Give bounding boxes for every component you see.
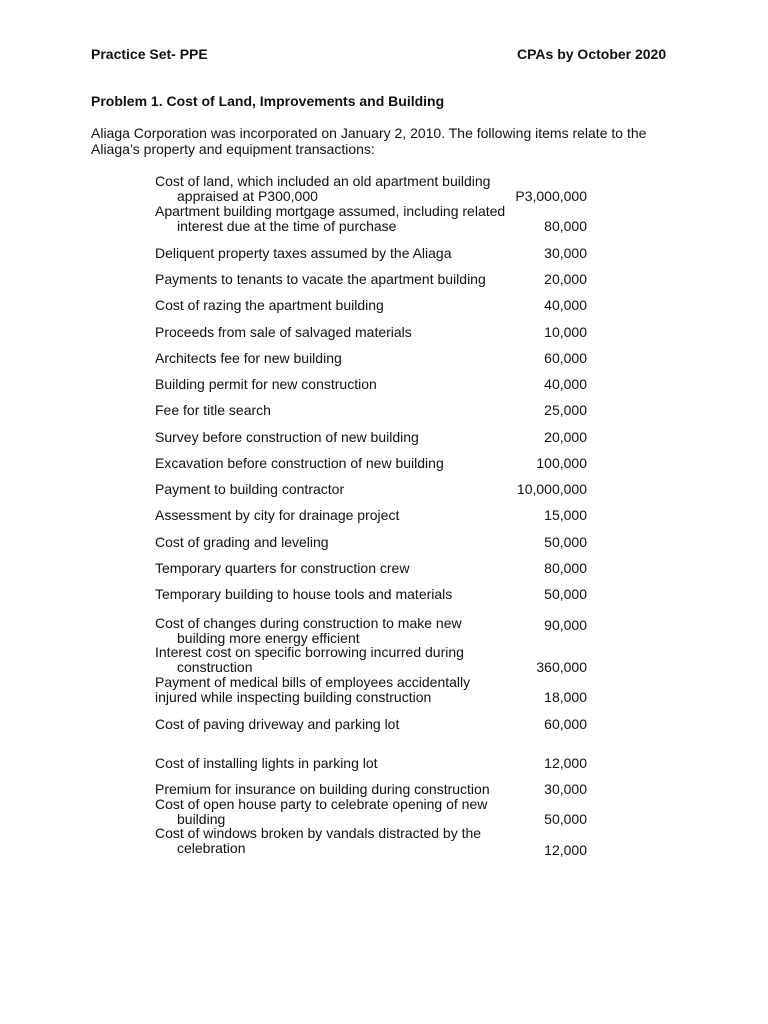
cost-item-amount: 20,000 — [544, 429, 587, 445]
cost-item-amount: 15,000 — [544, 507, 587, 523]
cost-item-amount: 100,000 — [536, 455, 587, 471]
description-line: Cost of open house party to celebrate opening of new — [155, 796, 488, 812]
description-line: Cost of windows broken by vandals distracted by the — [155, 825, 482, 841]
cost-item-description — [155, 351, 505, 366]
description-line: Excavation before construction of new building — [155, 455, 444, 471]
description-line: Premium for insurance on building during construction — [155, 781, 490, 797]
cost-item-amount: 40,000 — [544, 297, 587, 313]
practice-set-title: Practice Set- PPE — [91, 46, 208, 62]
description-line: building — [177, 811, 226, 827]
description-line: Cost of land, which included an old apartment building — [155, 173, 491, 189]
cost-item-amount: 30,000 — [544, 781, 587, 797]
cost-item-description — [155, 456, 505, 471]
cost-item-amount: 50,000 — [544, 534, 587, 550]
description-line: Apartment building mortgage assumed, including related — [155, 203, 506, 219]
cost-item-description — [155, 403, 505, 418]
cost-item-description — [155, 535, 505, 550]
cost-item-description — [155, 645, 505, 675]
description-line: Cost of razing the apartment building — [155, 297, 384, 313]
cost-item-amount: 90,000 — [544, 617, 587, 633]
cost-item-description — [155, 717, 505, 732]
description-line: Fee for title search — [155, 402, 271, 418]
description-line: Assessment by city for drainage project — [155, 507, 400, 523]
description-line: Deliquent property taxes assumed by the Aliaga — [155, 245, 452, 261]
cost-item-description — [155, 325, 505, 340]
cost-item-amount: 10,000,000 — [516, 481, 587, 497]
description-line: celebration — [177, 840, 246, 856]
description-line: Survey before construction of new building — [155, 429, 419, 445]
description-line: injured while inspecting building construction — [155, 689, 432, 705]
course-title: CPAs by October 2020 — [517, 46, 667, 62]
cost-item-amount: 360,000 — [536, 659, 587, 675]
description-line: construction — [177, 659, 253, 675]
cost-item-description — [155, 272, 505, 287]
description-line: Proceeds from sale of salvaged materials — [155, 324, 412, 340]
cost-item-amount: 40,000 — [544, 376, 587, 392]
description-line: Cost of paving driveway and parking lot — [155, 716, 400, 732]
cost-item-amount: 18,000 — [544, 689, 587, 705]
cost-item-description — [155, 204, 505, 234]
cost-item-description — [155, 826, 505, 856]
description-line: interest due at the time of purchase — [177, 218, 397, 234]
cost-item-amount: 12,000 — [544, 842, 587, 858]
description-line: Temporary quarters for construction crew — [155, 560, 410, 576]
cost-item-amount: 50,000 — [544, 811, 587, 827]
cost-item-amount: 80,000 — [544, 218, 587, 234]
cost-item-description — [155, 298, 505, 313]
description-line: Building permit for new construction — [155, 376, 377, 392]
description-line: Cost of grading and leveling — [155, 534, 329, 550]
cost-item-amount: 80,000 — [544, 560, 587, 576]
cost-item-amount: 25,000 — [544, 402, 587, 418]
description-line: Temporary building to house tools and materials — [155, 586, 453, 602]
cost-item-description — [155, 675, 505, 705]
cost-item-description — [155, 430, 505, 445]
problem-intro: Aliaga Corporation was incorporated on January 2, 2010. The following items relate to the Aliaga’s property and equipment transactions: — [91, 125, 647, 157]
cost-item-description — [155, 561, 505, 576]
description-line: Interest cost on specific borrowing incurred during — [155, 644, 464, 660]
cost-item-amount: 60,000 — [544, 350, 587, 366]
cost-item-description — [155, 174, 505, 204]
cost-item-description — [155, 482, 505, 497]
description-line: Payment of medical bills of employees accidentally — [155, 674, 471, 690]
description-line: Cost of installing lights in parking lot — [155, 755, 378, 771]
cost-item-amount: 30,000 — [544, 245, 587, 261]
cost-item-amount: P3,000,000 — [515, 188, 587, 204]
problem-title: Problem 1. Cost of Land, Improvements and Building — [91, 93, 445, 109]
cost-item-description — [155, 508, 505, 523]
cost-item-description — [155, 377, 505, 392]
cost-item-description — [155, 246, 505, 261]
description-line: building more energy efficient — [177, 630, 360, 646]
cost-item-amount: 10,000 — [544, 324, 587, 340]
cost-item-amount: 12,000 — [544, 755, 587, 771]
cost-item-amount: 60,000 — [544, 716, 587, 732]
cost-item-description — [155, 797, 505, 827]
description-line: Payments to tenants to vacate the apartment building — [155, 271, 486, 287]
description-line: Cost of changes during construction to make new — [155, 615, 462, 631]
description-line: Architects fee for new building — [155, 350, 342, 366]
cost-item-description — [155, 756, 505, 771]
description-line: appraised at P300,000 — [177, 188, 318, 204]
description-line: Payment to building contractor — [155, 481, 345, 497]
cost-item-amount: 50,000 — [544, 586, 587, 602]
cost-item-description — [155, 782, 505, 797]
cost-item-description — [155, 616, 505, 646]
cost-item-description — [155, 587, 505, 602]
cost-item-amount: 20,000 — [544, 271, 587, 287]
